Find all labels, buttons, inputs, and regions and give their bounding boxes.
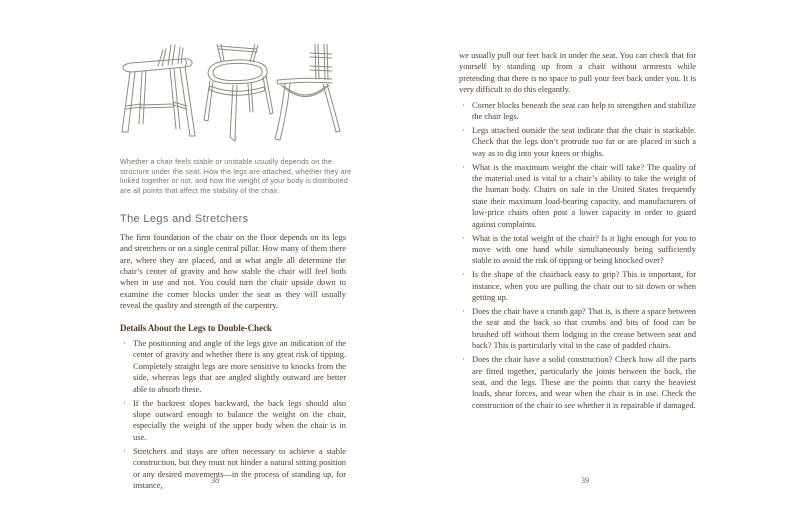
right-page-column bbox=[459, 50, 696, 414]
bullet-item: · Does the chair have a crumb gap? That is, is there a space between the seat and the back so that crumbs and bits of food can be brushed off without them lodging in the crease between seat and back? This is particularly vital in the case of padded chairs. bbox=[459, 306, 696, 352]
left-bullet-list bbox=[120, 338, 346, 491]
right-bullet-list bbox=[459, 100, 696, 412]
figure-caption: Whether a chair feels stable or unstable usually depends on the structure under the seat. How the legs are attached, whether they are linked together or not, and how the weight of your body is distributed are all points that affect the stability of the chair. bbox=[120, 157, 352, 196]
right-page bbox=[400, 0, 800, 516]
cafe-chair-front-illustration bbox=[204, 44, 273, 141]
intro-paragraph: The firm foundation of the chair on the floor depends on its legs and stretchers or on a single central pillar. How many of them there are, where they are placed, and at what angle all determine the chair’s center of gravity and how stable the chair will feel both when in use and not. You could turn the chair upside down to examine the corner blocks under the seat as they will usually reveal the quality and strength of the carpentry. bbox=[120, 231, 346, 311]
section-heading: The Legs and Stretchers bbox=[120, 212, 249, 225]
bullet-item: · What is the maximum weight the chair will take? The quality of the material used is vital to a chair’s ability to take the weight of the human body. Chairs on sale in the United States frequently state their maximum load-bearing capacity, and manufacturers of low-price chairs often post a lower capacity in order to guard against complaints. bbox=[459, 162, 696, 230]
left-page-column bbox=[120, 44, 352, 494]
bullet-item: · What is the total weight of the chair? Is it light enough for you to move with one hand while simultaneously being sufficiently stable to avoid the risk of tipping or being knocked over? bbox=[459, 233, 696, 267]
bullet-item: · Legs attached outside the seat indicate that the chair is stackable. Check that the legs don’t protrude too far or are placed in such a way as to dig into your knees or thighs. bbox=[459, 125, 696, 159]
bullet-item: · The positioning and angle of the legs give an indication of the center of gravity and whether there is any great risk of tipping. Completely straight legs are more sensitive to knocks from the side, whereas legs that are angled slightly outward are better able to absorb these. bbox=[120, 338, 346, 395]
bullet-item: · Stretchers and stays are often necessary to achieve a stable construction, but they must not hinder a natural sitting position or any desired movements—in the process of standing up, for instance, bbox=[120, 446, 346, 492]
bullet-item: · Corner blocks beneath the seat can help to strengthen and stabilize the chair legs. bbox=[459, 100, 696, 123]
chair-illustration bbox=[120, 44, 342, 150]
bullet-item: · Is the shape of the chairback easy to grip? This is important, for instance, when you are pulling the chair out to sit down or when getting up. bbox=[459, 269, 696, 303]
page-number-right: 39 bbox=[580, 476, 590, 485]
bullet-item: · Does the chair have a solid construction? Check how all the parts are fitted together, particularly the joints between the back, the seat, and the legs. These are the points that carry the heaviest loads, shear forces, and wear when the chair is in use. Check the construction of the chair to see whether it is repairable if damaged. bbox=[459, 354, 696, 411]
subheading: Details About the Legs to Double-Check bbox=[120, 322, 272, 333]
continuation-paragraph: we usually pull our feet back in under the seat. You can check that for yourself by standing up from a chair without armrests while pretending that there is no space to pull your feet back under you. It is very difficult to do this elegantly. bbox=[459, 50, 696, 95]
page-number-left: 38 bbox=[210, 476, 220, 485]
bullet-item: · If the backrest slopes backward, the back legs should also slope outward enough to balance the weight on the chair, especially the weight of the upper body when the chair is in use. bbox=[120, 398, 346, 444]
bentwood-chair-side-illustration bbox=[275, 44, 340, 140]
low-back-stool-illustration bbox=[122, 45, 195, 136]
